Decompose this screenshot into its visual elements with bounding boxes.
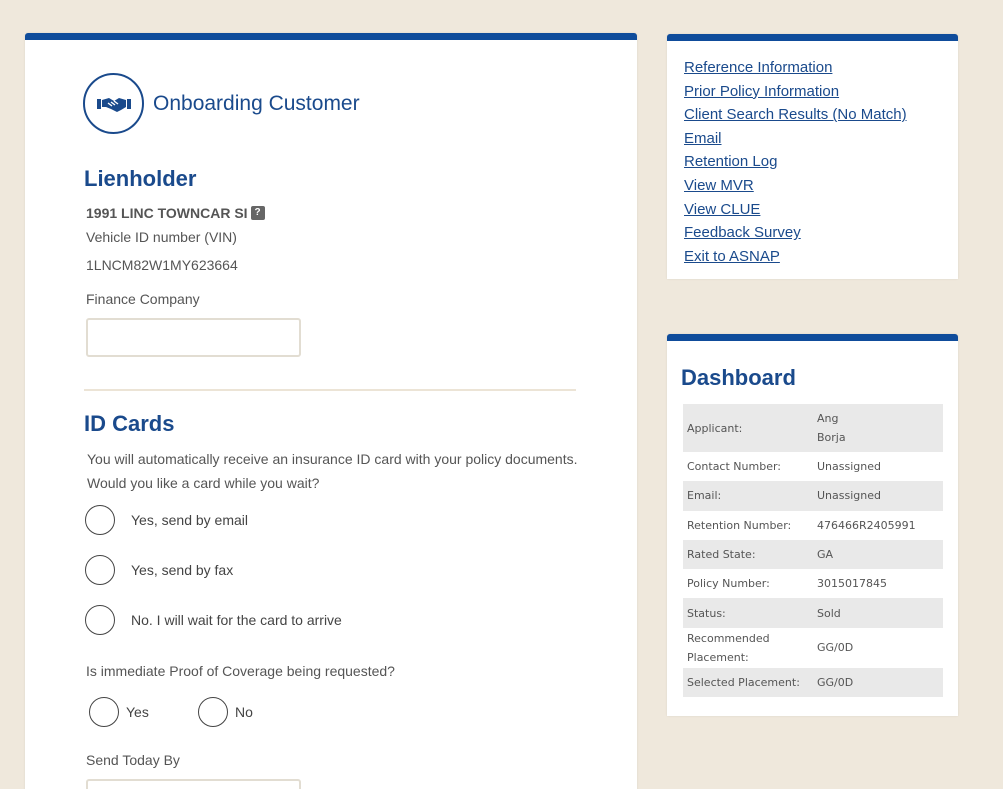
dashboard-value: GG/0D — [813, 668, 943, 697]
radio-wait-for-card[interactable] — [85, 605, 342, 635]
dashboard-value: Unassigned — [813, 481, 943, 510]
dashboard-value: 476466R2405991 — [817, 518, 916, 532]
link-item — [684, 130, 907, 154]
table-row — [683, 404, 943, 452]
dashboard-table — [683, 404, 943, 697]
link-prior-policy-information[interactable]: Prior Policy Information — [684, 82, 840, 100]
radio-label: No. I will wait for the card to arrive — [131, 612, 342, 628]
radio-button[interactable] — [85, 605, 115, 635]
table-row — [683, 569, 943, 598]
radio-button[interactable] — [85, 555, 115, 585]
recommended-label-line2: Placement: — [687, 650, 749, 664]
onboarding-panel — [25, 33, 637, 789]
id-cards-description-line1: You will automatically receive an insurance ID card with your policy documents. — [87, 451, 578, 467]
link-feedback-survey[interactable]: Feedback Survey — [684, 224, 801, 242]
send-today-by-label: Send Today By — [86, 752, 180, 768]
dashboard-key: Contact Number: — [687, 460, 781, 474]
vin-value: 1LNCM82W1MY623664 — [86, 257, 238, 273]
radio-proof-yes[interactable] — [89, 697, 149, 727]
dashboard-value: Sold — [813, 598, 943, 627]
radio-label: Yes, send by fax — [131, 562, 234, 578]
section-divider — [84, 389, 576, 391]
link-client-search-results[interactable]: Client Search Results (No Match) — [684, 106, 907, 124]
radio-proof-no[interactable] — [198, 697, 253, 727]
proof-of-coverage-question: Is immediate Proof of Coverage being requested? — [86, 663, 395, 679]
radio-button[interactable] — [85, 505, 115, 535]
dashboard-value — [813, 404, 943, 452]
lienholder-title: Lienholder — [84, 166, 197, 191]
link-item — [684, 153, 907, 177]
link-item — [684, 248, 907, 272]
dashboard-value: GG/0D — [817, 641, 854, 655]
dashboard-key: Status: — [683, 598, 813, 627]
vehicle-name-text: 1991 LINC TOWNCAR SI — [86, 205, 248, 221]
id-cards-description-line2: Would you like a card while you wait? — [87, 475, 320, 491]
applicant-first-name: Ang — [817, 412, 839, 425]
table-row — [683, 598, 943, 627]
radio-button[interactable] — [89, 697, 119, 727]
link-exit-to-asnap[interactable]: Exit to ASNAP — [684, 247, 780, 265]
link-email[interactable]: Email — [684, 129, 722, 147]
table-row — [683, 540, 943, 569]
send-today-by-select[interactable] — [86, 779, 301, 789]
table-row — [683, 511, 943, 540]
link-retention-log[interactable]: Retention Log — [684, 153, 778, 171]
header-badge — [83, 73, 144, 134]
radio-label: Yes, send by email — [131, 512, 248, 528]
link-item — [684, 83, 907, 107]
quick-links-list — [684, 59, 907, 271]
dashboard-key: Applicant: — [683, 404, 813, 452]
page-title: Onboarding Customer — [153, 92, 360, 115]
dashboard-value: Unassigned — [817, 460, 881, 474]
table-row — [683, 481, 943, 510]
link-reference-information[interactable]: Reference Information — [684, 59, 833, 76]
quick-links-panel — [667, 34, 958, 279]
recommended-label-line1: Recommended — [687, 631, 770, 645]
dashboard-title: Dashboard — [681, 365, 796, 390]
link-item — [684, 177, 907, 201]
dashboard-key: Retention Number: — [687, 518, 792, 532]
dashboard-key — [683, 628, 813, 668]
link-item — [684, 59, 907, 83]
link-item — [684, 106, 907, 130]
radio-label: No — [235, 704, 253, 720]
handshake-icon — [97, 94, 131, 114]
finance-company-label: Finance Company — [86, 291, 200, 307]
finance-company-input[interactable] — [86, 318, 301, 357]
dashboard-value: GA — [813, 540, 943, 569]
vin-label: Vehicle ID number (VIN) — [86, 229, 237, 245]
link-view-clue[interactable]: View CLUE — [684, 200, 761, 218]
radio-send-email[interactable] — [85, 505, 248, 535]
radio-send-fax[interactable] — [85, 555, 233, 585]
dashboard-key: Email: — [683, 481, 813, 510]
link-item — [684, 201, 907, 225]
dashboard-key: Policy Number: — [687, 577, 770, 591]
id-cards-title: ID Cards — [84, 411, 175, 436]
link-view-mvr[interactable]: View MVR — [684, 176, 754, 194]
dashboard-value: 3015017845 — [817, 577, 887, 591]
vehicle-name — [86, 205, 265, 221]
table-row — [683, 668, 943, 697]
dashboard-panel — [667, 334, 958, 716]
radio-label: Yes — [126, 704, 149, 720]
help-icon[interactable]: ? — [251, 206, 265, 220]
dashboard-key: Rated State: — [683, 540, 813, 569]
link-item — [684, 224, 907, 248]
table-row — [683, 452, 943, 481]
radio-button[interactable] — [198, 697, 228, 727]
applicant-last-name: Borja — [817, 431, 846, 444]
table-row — [683, 628, 943, 668]
dashboard-key: Selected Placement: — [683, 668, 813, 697]
